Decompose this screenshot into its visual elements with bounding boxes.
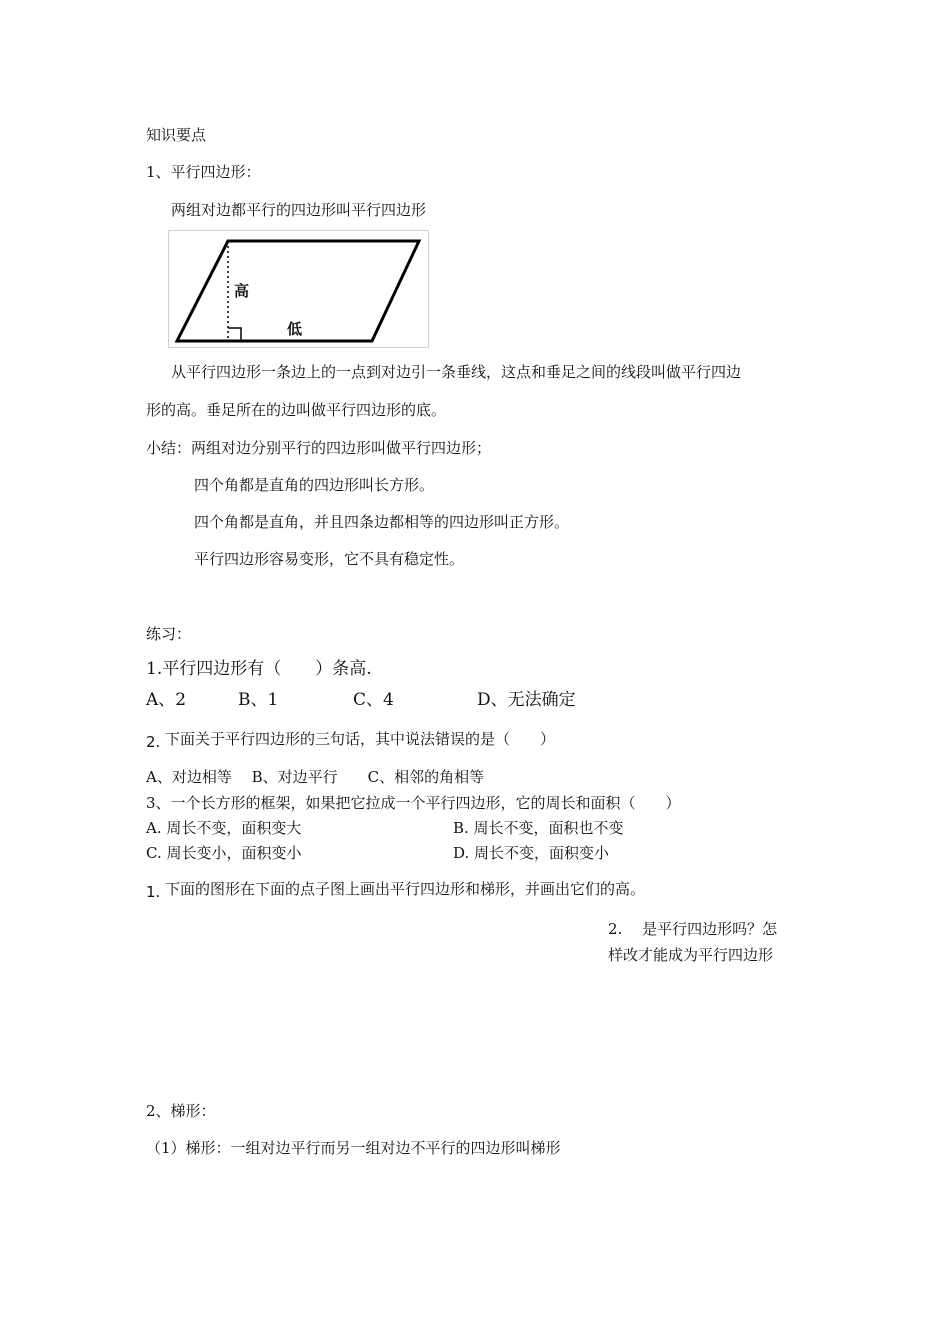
summary-line: 小结：两组对边分别平行的四边形叫做平行四边形； (146, 439, 492, 457)
right-angle-mark (228, 328, 241, 341)
task-1-number: 1. (146, 883, 161, 901)
task-2-line2: 样改才能成为平行四边形 (608, 946, 774, 964)
q1-option-a: A、2 (146, 690, 187, 710)
parallelogram-figure (168, 230, 429, 348)
heading: 知识要点 (146, 126, 207, 144)
q1-option-d: D、无法确定 (477, 690, 576, 710)
q3-option-b: B. 周长不变，面积也不变 (453, 819, 624, 837)
q2-options: A、对边相等 B、对边平行 C、相邻的角相等 (146, 768, 485, 786)
question-2: 下面关于平行四边形的三句话，其中说法错误的是（ ） (165, 730, 556, 748)
section1-title: 1、平行四边形： (146, 163, 261, 181)
height-paragraph-line2: 形的高。垂足所在的边叫做平行四边形的底。 (146, 401, 447, 419)
question-2-number: 2. (146, 733, 161, 751)
task-2-line1: 2. 是平行四边形吗？怎 (608, 920, 778, 938)
q1-option-b: B、1 (238, 690, 279, 710)
section2-title: 2、梯形： (146, 1102, 216, 1120)
exercise-title: 练习： (146, 625, 192, 643)
summary-line: 平行四边形容易变形，它不具有稳定性。 (194, 550, 465, 568)
base-label: 低 (287, 320, 303, 338)
q1-option-c: C、4 (353, 690, 394, 710)
trapezoid-definition: （1）梯形：一组对边平行而另一组对边不平行的四边形叫梯形 (146, 1139, 561, 1157)
height-paragraph-line1: 从平行四边形一条边上的一点到对边引一条垂线，这点和垂足之间的线段叫做平行四边 (171, 363, 742, 381)
question-1: 1.平行四边形有（ ）条高. (146, 659, 372, 679)
parallelogram-definition: 两组对边都平行的四边形叫平行四边形 (171, 201, 427, 219)
q3-option-d: D. 周长不变，面积变小 (453, 844, 610, 862)
summary-line: 四个角都是直角，并且四条边都相等的四边形叫正方形。 (194, 513, 570, 531)
height-label: 高 (234, 282, 250, 300)
summary-line: 四个角都是直角的四边形叫长方形。 (194, 476, 435, 494)
q3-option-a: A. 周长不变，面积变大 (146, 819, 302, 837)
q3-option-c: C. 周长变小，面积变小 (146, 844, 302, 862)
task-1: 下面的图形在下面的点子图上画出平行四边形和梯形，并画出它们的高。 (165, 880, 646, 898)
question-3: 3、一个长方形的框架，如果把它拉成一个平行四边形，它的周长和面积（ ） (146, 794, 681, 812)
